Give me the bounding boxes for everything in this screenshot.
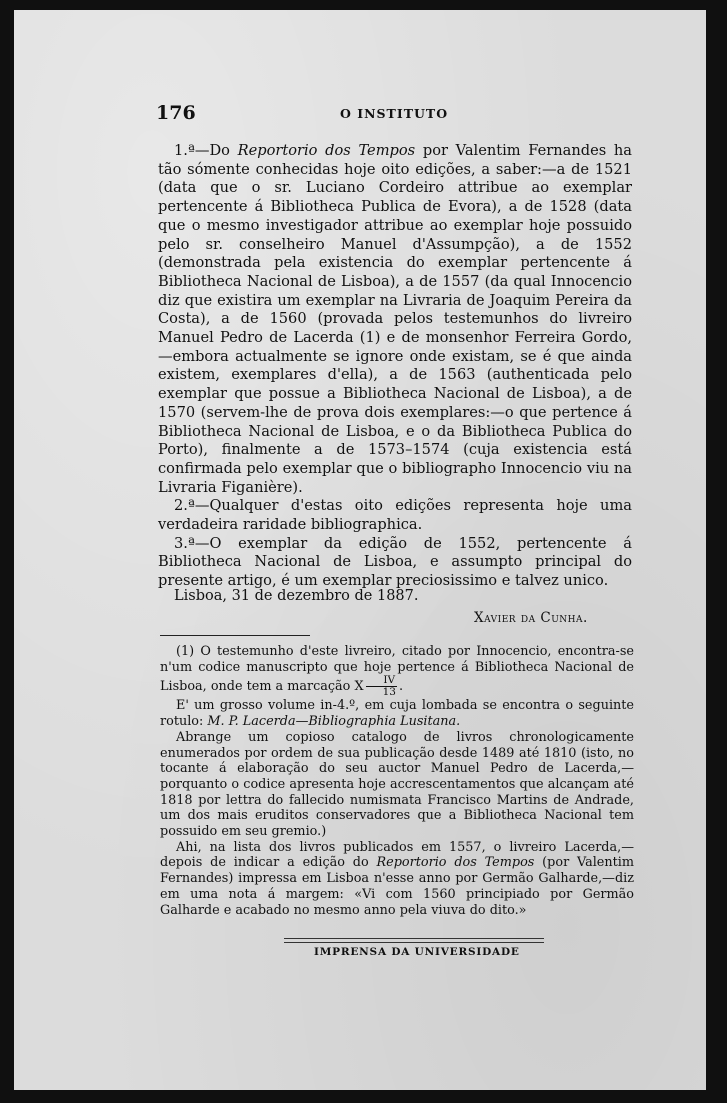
footnote-divider	[160, 635, 310, 636]
footnote-1-text: (1) O testemunho d'este livreiro, citado por Innocencio, encontra-se n'um codice manuscripto que hoje pertence á Bibliotheca Nacional de Lisboa, onde tem a marcação X	[160, 644, 634, 695]
footnote-4-end: (por Valentim Fernandes) impressa em Lisboa n'esse anno por Germão Galharde,—diz em uma nota á margem: «Vi com 1560 principiado por Germão Galharde e acabado no mesmo anno pela viuva do dito.»	[160, 855, 634, 918]
shelfmark-fraction	[366, 675, 397, 698]
page-header	[156, 102, 576, 130]
paragraph-2: 2.ª—Qualquer d'estas oito edições representa hoje uma verdadeira raridade bibliographica.	[158, 497, 632, 534]
body-text	[158, 142, 632, 591]
running-title: O INSTITUTO	[340, 106, 449, 121]
footnote-1	[160, 644, 634, 698]
paragraph-1-book-title: Reportorio dos Tempos	[237, 142, 416, 159]
footnotes	[160, 644, 634, 918]
footnote-3: Abrange um copioso catalogo de livros chronologicamente enumerados por ordem de sua publicação desde 1489 até 1810 (isto, no tocante á elaboração do seu auctor Manuel Pedro de Lacerda,—porquanto o codice apresenta hoje accrescentamentos que alcançam até 1818 por lettra do fallecido numismata Francisco Martins de Andrade, um dos mais eruditos conservadores que a Bibliotheca Nacional tem possuido em seu gremio.)	[160, 729, 634, 840]
fraction-denominator: 13	[382, 686, 396, 699]
footnote-4	[160, 840, 634, 919]
paragraph-1-number: 1.ª—Do	[174, 142, 238, 159]
fraction-numerator: IV	[366, 675, 397, 687]
author-signature: Xavier da Cunha.	[474, 610, 588, 626]
printer-imprint: IMPRENSA DA UNIVERSIDADE	[314, 946, 520, 958]
footnote-2-text: E' um grosso volume in-4.º, em cuja lombada se encontra o seguinte rotulo:	[160, 698, 634, 730]
printer-divider	[284, 938, 544, 943]
document-page	[14, 10, 706, 1090]
paragraph-1-text: por Valentim Fernandes ha tão sómente conhecidas hoje oito edições, a saber:—a de 1521 (data que o sr. Luciano Cordeiro attribue ao exemplar pertencente á Bibliotheca Publica de Evora), a de 1528 (data que o mesmo investigador attribue ao exemplar hoje possuido pelo sr. conselheiro Manuel d'Assumpção), a de 1552 (demonstrada pela existencia do exemplar pertencente á Bibliotheca Nacional de Lisboa), a de 1557 (da qual Innocencio diz que existira um exemplar na Livraria de Joaquim Pereira da Costa), a de 1560 (provada pelos testemunhos do livreiro Manuel Pedro de Lacerda (1) e de monsenhor Ferreira Gordo,—embora actualmente se ignore onde existam, se é que ainda existem, exemplares d'ella), a de 1563 (authenticada pelo exemplar que possue a Bibliotheca Nacional de Lisboa), a de 1570 (servem-lhe de prova dois exemplares:—o que pertence á Bibliotheca Nacional de Lisboa, e o da Bibliotheca Publica do Porto), finalmente a de 1573–1574 (cuja existencia está confirmada pelo exemplar que o bibliographo Innocencio viu na Livraria Figanière).	[158, 142, 633, 496]
footnote-1-end: .	[398, 679, 404, 695]
footnote-4-text: Ahi, na lista dos livros publicados em 1557, o livreiro Lacerda,—depois de indicar a edição do	[160, 839, 634, 871]
footnote-2	[160, 698, 634, 729]
footnote-2-label: M. P. Lacerda—Bibliographia Lusitana.	[207, 714, 461, 730]
dateline: Lisboa, 31 de dezembro de 1887.	[174, 588, 419, 604]
paragraph-1	[158, 142, 632, 497]
paragraph-3: 3.ª—O exemplar da edição de 1552, pertencente á Bibliotheca Nacional de Lisboa, e assumpto principal do presente artigo, é um exemplar preciosissimo e talvez unico.	[158, 534, 632, 590]
page-number: 176	[156, 102, 196, 124]
footnote-4-book-title: Reportorio dos Tempos	[376, 855, 535, 871]
